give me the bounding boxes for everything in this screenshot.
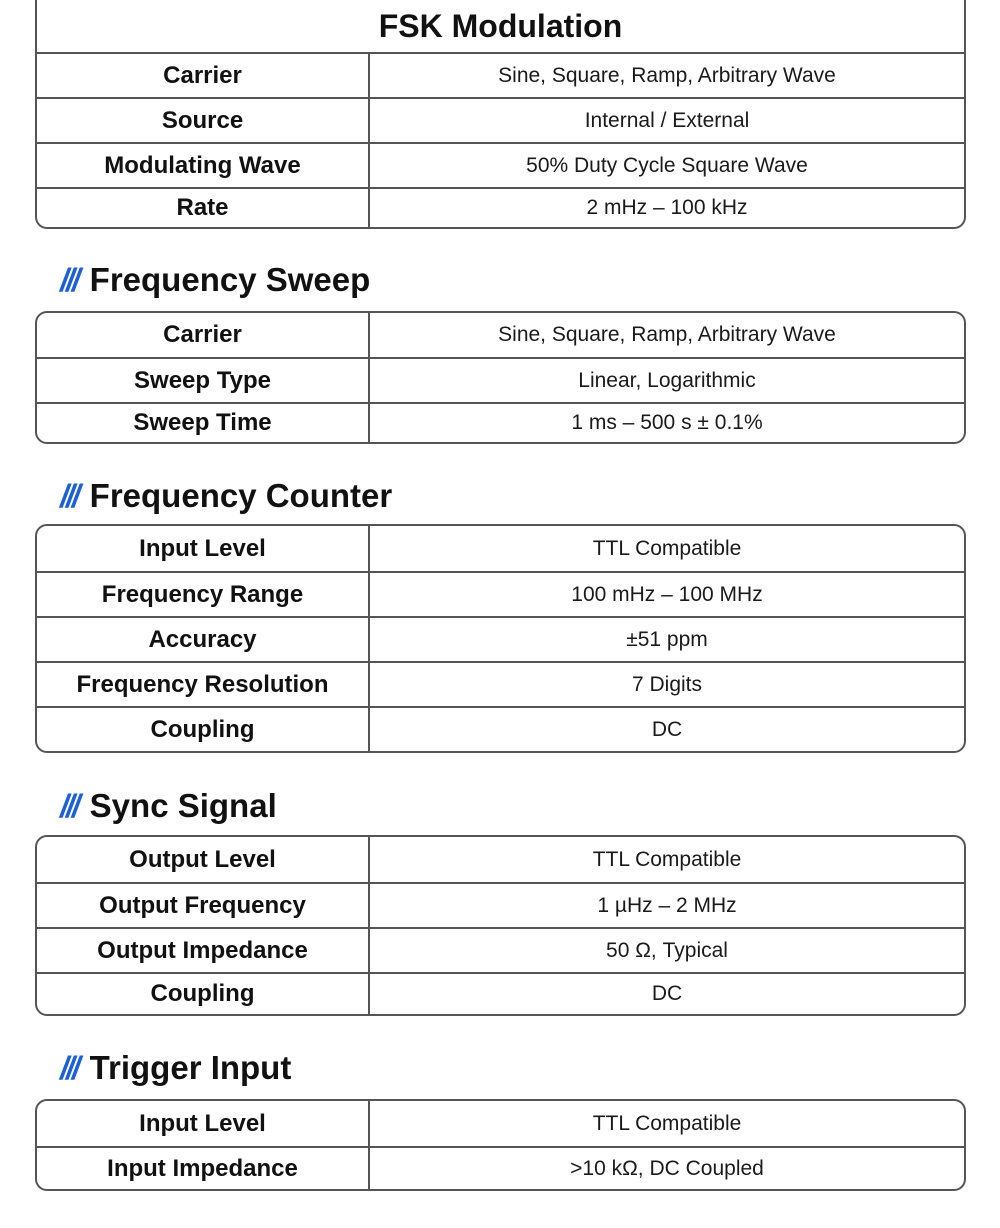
spec-value: >10 kΩ, DC Coupled [570, 1156, 764, 1180]
sync-signal-table [35, 835, 966, 1016]
spec-label: Sweep Type [37, 359, 370, 402]
spec-value: TTL Compatible [592, 536, 742, 560]
table-row [37, 142, 964, 187]
spec-label: Source [37, 99, 370, 142]
section-title: Frequency Sweep [89, 261, 371, 298]
slashes-icon: /// [60, 477, 78, 514]
table-row [37, 526, 964, 571]
fsk-modulation-table [35, 0, 966, 229]
spec-label: Modulating Wave [37, 144, 370, 187]
table-row [37, 927, 964, 972]
table-row [37, 97, 964, 142]
spec-label: Carrier [37, 54, 370, 97]
slashes-icon: /// [60, 1049, 78, 1086]
spec-label: Input Impedance [37, 1148, 370, 1189]
spec-value: DC [651, 717, 683, 741]
trigger-input-table [35, 1099, 966, 1191]
section-title: Sync Signal [89, 787, 277, 824]
frequency-counter-heading [60, 474, 392, 518]
spec-value: 1 ms – 500 s ± 0.1% [571, 411, 763, 434]
table-row [37, 661, 964, 706]
table-row [37, 706, 964, 751]
spec-value: 1 µHz – 2 MHz [597, 893, 737, 917]
table-row [37, 402, 964, 442]
spec-value: 2 mHz – 100 kHz [586, 196, 748, 219]
spec-value: 100 mHz – 100 MHz [571, 582, 763, 606]
spec-label: Carrier [37, 313, 370, 357]
spec-value: ±51 ppm [626, 627, 708, 651]
spec-value: 7 Digits [631, 672, 703, 696]
trigger-input-heading [60, 1046, 291, 1090]
table-row [37, 357, 964, 402]
slashes-icon: /// [60, 261, 78, 298]
spec-label: Output Frequency [37, 884, 370, 927]
table-row [37, 882, 964, 927]
table-row [37, 52, 964, 97]
spec-label: Input Level [37, 1101, 370, 1146]
spec-label: Accuracy [37, 618, 370, 661]
fsk-modulation-title: FSK Modulation [378, 7, 623, 44]
table-row [37, 972, 964, 1014]
spec-value: Linear, Logarithmic [578, 368, 756, 392]
spec-label: Output Level [37, 837, 370, 882]
spec-value: DC [651, 982, 683, 1005]
frequency-sweep-table [35, 311, 966, 444]
sync-signal-heading [60, 784, 277, 828]
spec-value: 50 Ω, Typical [606, 938, 728, 962]
frequency-sweep-heading [60, 258, 370, 302]
spec-value: Sine, Square, Ramp, Arbitrary Wave [498, 63, 836, 87]
spec-label: Sweep Time [37, 404, 370, 442]
table-row [37, 187, 964, 227]
table-row [37, 313, 964, 357]
spec-value: 50% Duty Cycle Square Wave [526, 153, 808, 177]
table-row [37, 837, 964, 882]
spec-label: Frequency Range [37, 573, 370, 616]
table-row [37, 1101, 964, 1146]
spec-value: Sine, Square, Ramp, Arbitrary Wave [498, 323, 836, 346]
frequency-counter-table [35, 524, 966, 753]
spec-label: Input Level [37, 526, 370, 571]
spec-label: Output Impedance [37, 929, 370, 972]
table-row [37, 1146, 964, 1189]
table-row [37, 616, 964, 661]
spec-label: Coupling [37, 974, 370, 1014]
slashes-icon: /// [60, 787, 78, 824]
spec-value: TTL Compatible [592, 847, 742, 871]
spec-label: Rate [37, 189, 370, 227]
spec-label: Coupling [37, 708, 370, 751]
section-title: Trigger Input [89, 1049, 292, 1086]
spec-value: TTL Compatible [592, 1111, 742, 1135]
spec-value: Internal / External [584, 108, 750, 132]
table-row [37, 571, 964, 616]
spec-label: Frequency Resolution [37, 663, 370, 706]
section-title: Frequency Counter [89, 477, 393, 514]
